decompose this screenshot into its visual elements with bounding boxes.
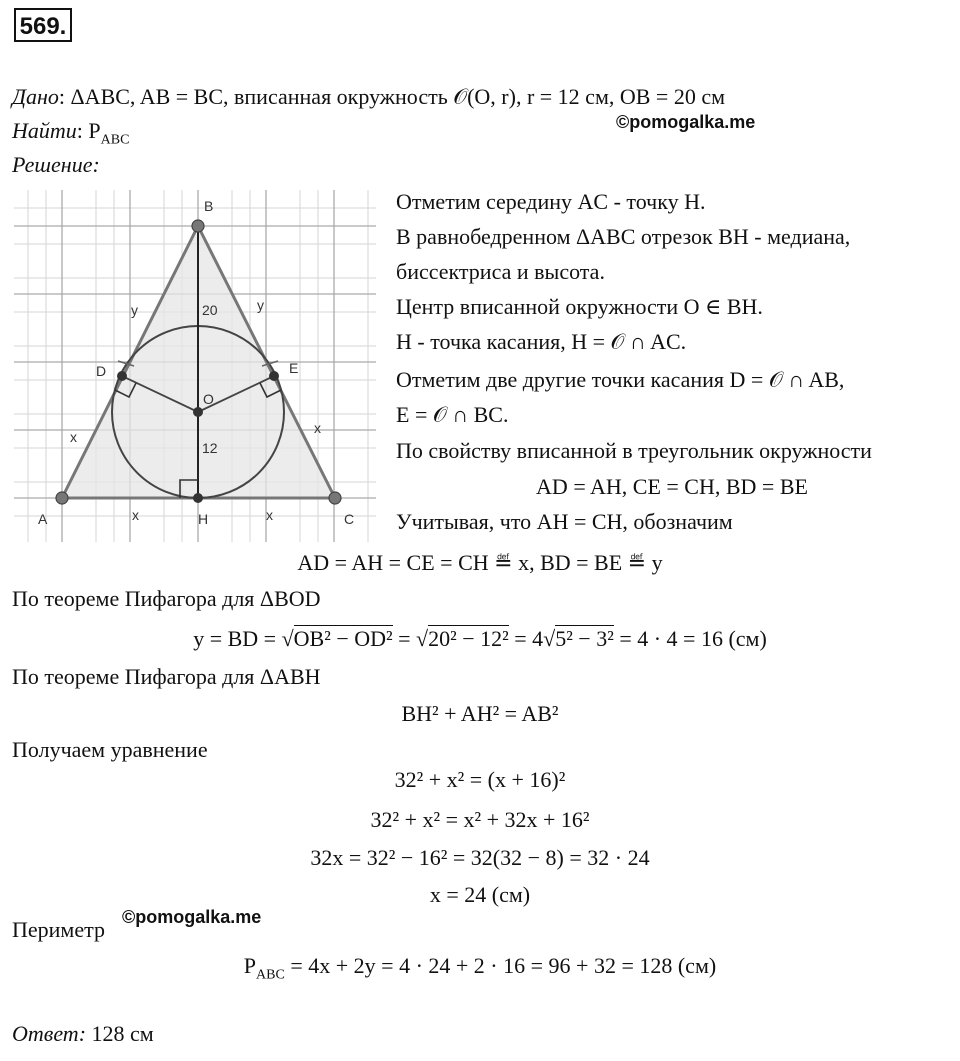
perimeter-equation — [0, 953, 960, 988]
point-b — [192, 220, 204, 232]
radicand-3: 5² − 3² — [555, 626, 614, 651]
find-sub: ABC — [100, 132, 130, 148]
eq-part-2: = — [392, 626, 417, 651]
text-line-7: E = 𝒪 ∩ BC. — [396, 402, 509, 427]
text-line-5: H - точка касания, H = 𝒪 ∩ AC. — [396, 329, 687, 354]
label-y-left: y — [131, 302, 138, 318]
text-line-10: Учитывая, что AH = CH, обозначим — [396, 509, 733, 534]
label-h: H — [198, 511, 209, 527]
point-o — [193, 407, 203, 417]
find-text: : P — [76, 118, 101, 143]
solution-label: Решение: — [12, 152, 100, 177]
equation-2: 32² + x² = x² + 32x + 16² — [370, 807, 590, 832]
equation-1: 32² + x² = (x + 16)² — [394, 767, 566, 792]
watermark-top: ©pomogalka.me — [616, 112, 756, 132]
text-line-6: Отметим две другие точки касания D = 𝒪 ∩ AB, — [396, 367, 845, 392]
pyth-bod-equation — [0, 626, 960, 652]
answer-label: Ответ: — [12, 1021, 87, 1046]
given-line — [12, 84, 725, 110]
label-d: D — [96, 363, 107, 379]
label-x-ah: x — [132, 507, 139, 523]
text-line-8: По свойству вписанной в треугольник окружности — [396, 438, 872, 463]
find-label: Найти — [12, 118, 77, 143]
point-c — [329, 492, 341, 504]
label-x-hc: x — [266, 507, 273, 523]
answer-value: 128 см — [86, 1021, 154, 1046]
sqrt-sign-1: √ — [281, 626, 294, 651]
given-label: Дано — [12, 84, 59, 109]
pyth-bod-label: По теореме Пифагора для ΔBOD — [12, 586, 321, 611]
perimeter-rest: = 4x + 2y = 4 · 24 + 2 · 16 = 96 + 32 = 128 (см) — [284, 953, 717, 978]
tangent-equalities: AD = AH, CE = CH, BD = BE — [536, 474, 808, 499]
answer-line — [12, 1021, 154, 1047]
perimeter-p: P — [243, 953, 257, 978]
equation-label: Получаем уравнение — [12, 737, 208, 762]
label-a: A — [38, 511, 48, 527]
eq-part-4: = 4 · 4 = 16 (см) — [613, 626, 767, 651]
label-c: C — [344, 511, 355, 527]
find-line — [12, 118, 129, 153]
label-x-ad: x — [70, 429, 77, 445]
perimeter-label: Периметр — [12, 917, 105, 942]
label-oh-12: 12 — [202, 440, 218, 456]
text-line-3: биссектриса и высота. — [396, 259, 605, 284]
label-o: O — [203, 391, 214, 407]
definition-line: AD = AH = CE = CH ≝ x, BD = BE ≝ y — [297, 550, 663, 575]
problem-number: 569. — [14, 8, 72, 42]
point-h — [193, 493, 203, 503]
label-b: B — [204, 198, 214, 214]
label-y-right: y — [257, 297, 264, 313]
given-text: : ΔABC, AB = BC, вписанная окружность 𝒪(O, r), r = 12 см, OB = 20 см — [58, 84, 726, 109]
sqrt-sign-3: √ — [543, 626, 556, 651]
eq-part-1: y = BD = — [193, 626, 282, 651]
pyth-abh-label: По теореме Пифагора для ΔABH — [12, 664, 321, 689]
label-e: E — [289, 360, 299, 376]
triangle-figure — [14, 190, 376, 542]
text-line-2: В равнобедренном ΔABC отрезок BH - медиана, — [396, 224, 851, 249]
radicand-2: 20² − 12² — [428, 626, 509, 651]
point-d — [117, 371, 127, 381]
eq-part-3: = 4 — [508, 626, 544, 651]
sqrt-sign-2: √ — [416, 626, 429, 651]
equation-3: 32x = 32² − 16² = 32(32 − 8) = 32 · 24 — [310, 845, 650, 870]
text-line-1: Отметим середину AC - точку H. — [396, 189, 706, 214]
label-x-ce: x — [314, 420, 321, 436]
text-line-4: Центр вписанной окружности O ∈ BH. — [396, 294, 763, 319]
point-e — [269, 371, 279, 381]
perimeter-sub: ABC — [256, 967, 285, 983]
label-bo-20: 20 — [202, 302, 218, 318]
point-a — [56, 492, 68, 504]
equation-4: x = 24 (см) — [429, 882, 531, 907]
watermark-bottom: ©pomogalka.me — [122, 907, 262, 927]
radicand-1: OB² − OD² — [293, 626, 393, 651]
pyth-abh-equation: BH² + AH² = AB² — [401, 701, 559, 726]
